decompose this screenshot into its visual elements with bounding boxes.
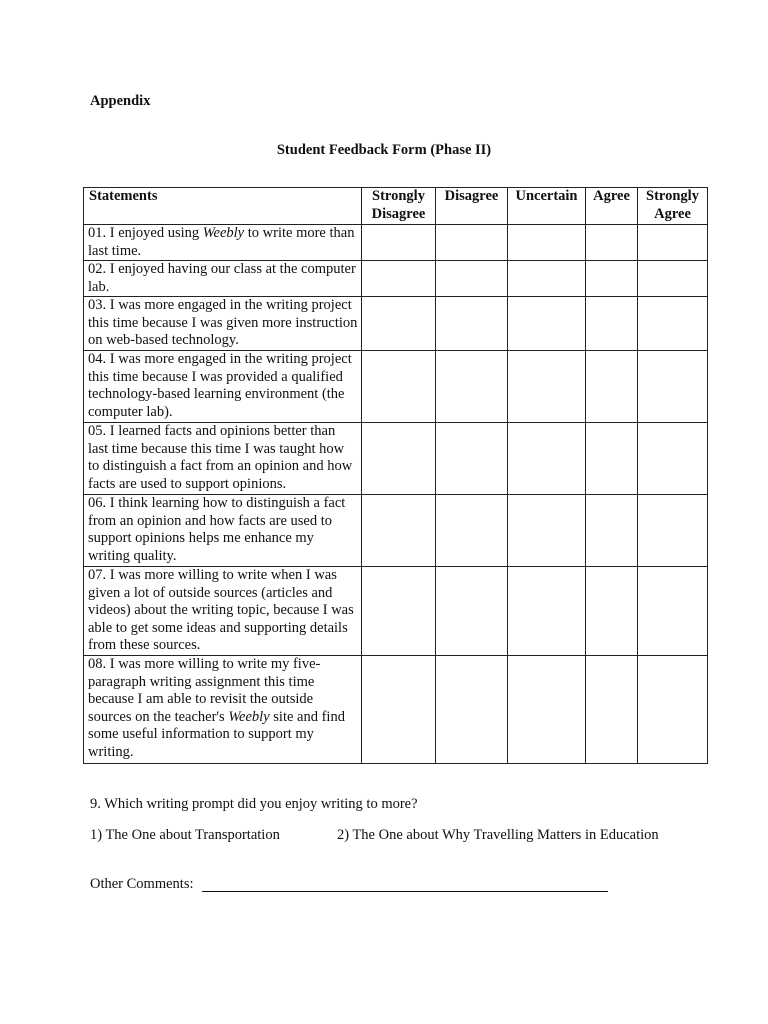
statement-text [84,567,362,656]
statement-text [84,297,362,351]
header-agree: Agree [586,188,638,225]
form-title: Student Feedback Form (Phase II) [276,142,492,158]
header-strongly-agree [638,188,708,225]
rating-cell-disagree[interactable] [436,261,508,297]
rating-cell-strongly-agree[interactable] [638,495,708,567]
rating-cell-strongly-disagree[interactable] [362,297,436,351]
statement-row [84,567,708,656]
rating-cell-strongly-agree[interactable] [638,351,708,423]
statement-text-emphasis: Weebly [228,708,270,725]
statement-text-part: 01. I enjoyed using [88,225,203,241]
rating-cell-disagree[interactable] [436,351,508,423]
rating-cell-strongly-agree[interactable] [638,225,708,261]
rating-cell-strongly-disagree[interactable] [362,423,436,495]
statement-row [84,423,708,495]
rating-cell-strongly-agree[interactable] [638,656,708,764]
rating-cell-strongly-disagree[interactable] [362,225,436,261]
appendix-heading: Appendix [90,93,151,109]
rating-cell-strongly-agree[interactable] [638,567,708,656]
rating-cell-agree[interactable] [586,656,638,764]
statement-text-part: to write more than last time. [88,225,355,259]
statement-row [84,297,708,351]
rating-cell-agree[interactable] [586,423,638,495]
statement-row [84,225,708,261]
rating-cell-strongly-disagree[interactable] [362,567,436,656]
rating-cell-disagree[interactable] [436,495,508,567]
rating-cell-disagree[interactable] [436,423,508,495]
header-strongly-agree-line1: Strongly [646,188,699,204]
other-comments-line[interactable] [202,877,608,892]
statement-row [84,656,708,764]
feedback-table [83,187,708,764]
rating-cell-uncertain[interactable] [508,261,586,297]
rating-cell-disagree[interactable] [436,656,508,764]
rating-cell-agree[interactable] [586,567,638,656]
header-strongly-disagree-line2: Disagree [371,205,426,222]
statement-text-part: 07. I was more willing to write when I was given a lot of outside sources (articles and videos) about the writing topic, because I was able to get some ideas and supporting details from these sources. [88,567,354,653]
rating-cell-agree[interactable] [586,225,638,261]
rating-cell-uncertain[interactable] [508,656,586,764]
statement-text [84,225,362,261]
rating-cell-strongly-disagree[interactable] [362,495,436,567]
statement-row [84,351,708,423]
statement-row [84,261,708,297]
rating-cell-uncertain[interactable] [508,495,586,567]
rating-cell-strongly-agree[interactable] [638,297,708,351]
question-9-option-2[interactable]: 2) The One about Why Travelling Matters in Education [337,827,659,843]
header-strongly-disagree [362,188,436,225]
table-header-row [84,188,708,225]
rating-cell-uncertain[interactable] [508,423,586,495]
rating-cell-strongly-agree[interactable] [638,261,708,297]
rating-cell-disagree[interactable] [436,297,508,351]
rating-cell-disagree[interactable] [436,225,508,261]
rating-cell-strongly-disagree[interactable] [362,351,436,423]
statement-text-part: 06. I think learning how to distinguish a fact from an opinion and how facts are used to support opinions helps me enhance my writing quality. [88,495,346,564]
statement-text-part: 08. I was more willing to write my five-paragraph writing assignment this time because I am able to revisit the outside sources on the teacher's [88,656,321,725]
statement-text [84,495,362,567]
rating-cell-agree[interactable] [586,261,638,297]
statement-text [84,656,362,764]
statement-text-part: site and find some useful information to support my writing. [88,708,345,760]
other-comments-label: Other Comments: [90,876,198,892]
statement-row [84,495,708,567]
rating-cell-strongly-disagree[interactable] [362,261,436,297]
rating-cell-agree[interactable] [586,297,638,351]
statement-text [84,351,362,423]
rating-cell-strongly-disagree[interactable] [362,656,436,764]
statement-text [84,261,362,297]
statement-text-part: 05. I learned facts and opinions better than last time because this time I was taught how to distinguish a fact from an opinion and how facts are used to support opinions. [88,423,353,492]
rating-cell-uncertain[interactable] [508,567,586,656]
header-statements: Statements [84,188,362,225]
statement-text-emphasis: Weebly [202,225,245,241]
rating-cell-disagree[interactable] [436,567,508,656]
header-strongly-agree-line2: Agree [654,205,691,222]
statement-text-part: 03. I was more engaged in the writing project this time because I was given more instruction on web-based technology. [88,297,358,348]
rating-cell-strongly-agree[interactable] [638,423,708,495]
rating-cell-agree[interactable] [586,495,638,567]
rating-cell-agree[interactable] [586,351,638,423]
statement-text-part: 04. I was more engaged in the writing project this time because I was provided a qualified technology-based learning environment (the computer lab). [88,351,352,420]
rating-cell-uncertain[interactable] [508,297,586,351]
header-disagree: Disagree [436,188,508,225]
statement-text-part: 02. I enjoyed having our class at the computer lab. [88,261,356,295]
rating-cell-uncertain[interactable] [508,225,586,261]
question-9-prompt: 9. Which writing prompt did you enjoy writing to more? [90,796,418,812]
header-strongly-disagree-line1: Strongly [372,188,425,204]
statement-text [84,423,362,495]
rating-cell-uncertain[interactable] [508,351,586,423]
question-9-option-1[interactable]: 1) The One about Transportation [90,827,280,843]
header-uncertain: Uncertain [508,188,586,225]
